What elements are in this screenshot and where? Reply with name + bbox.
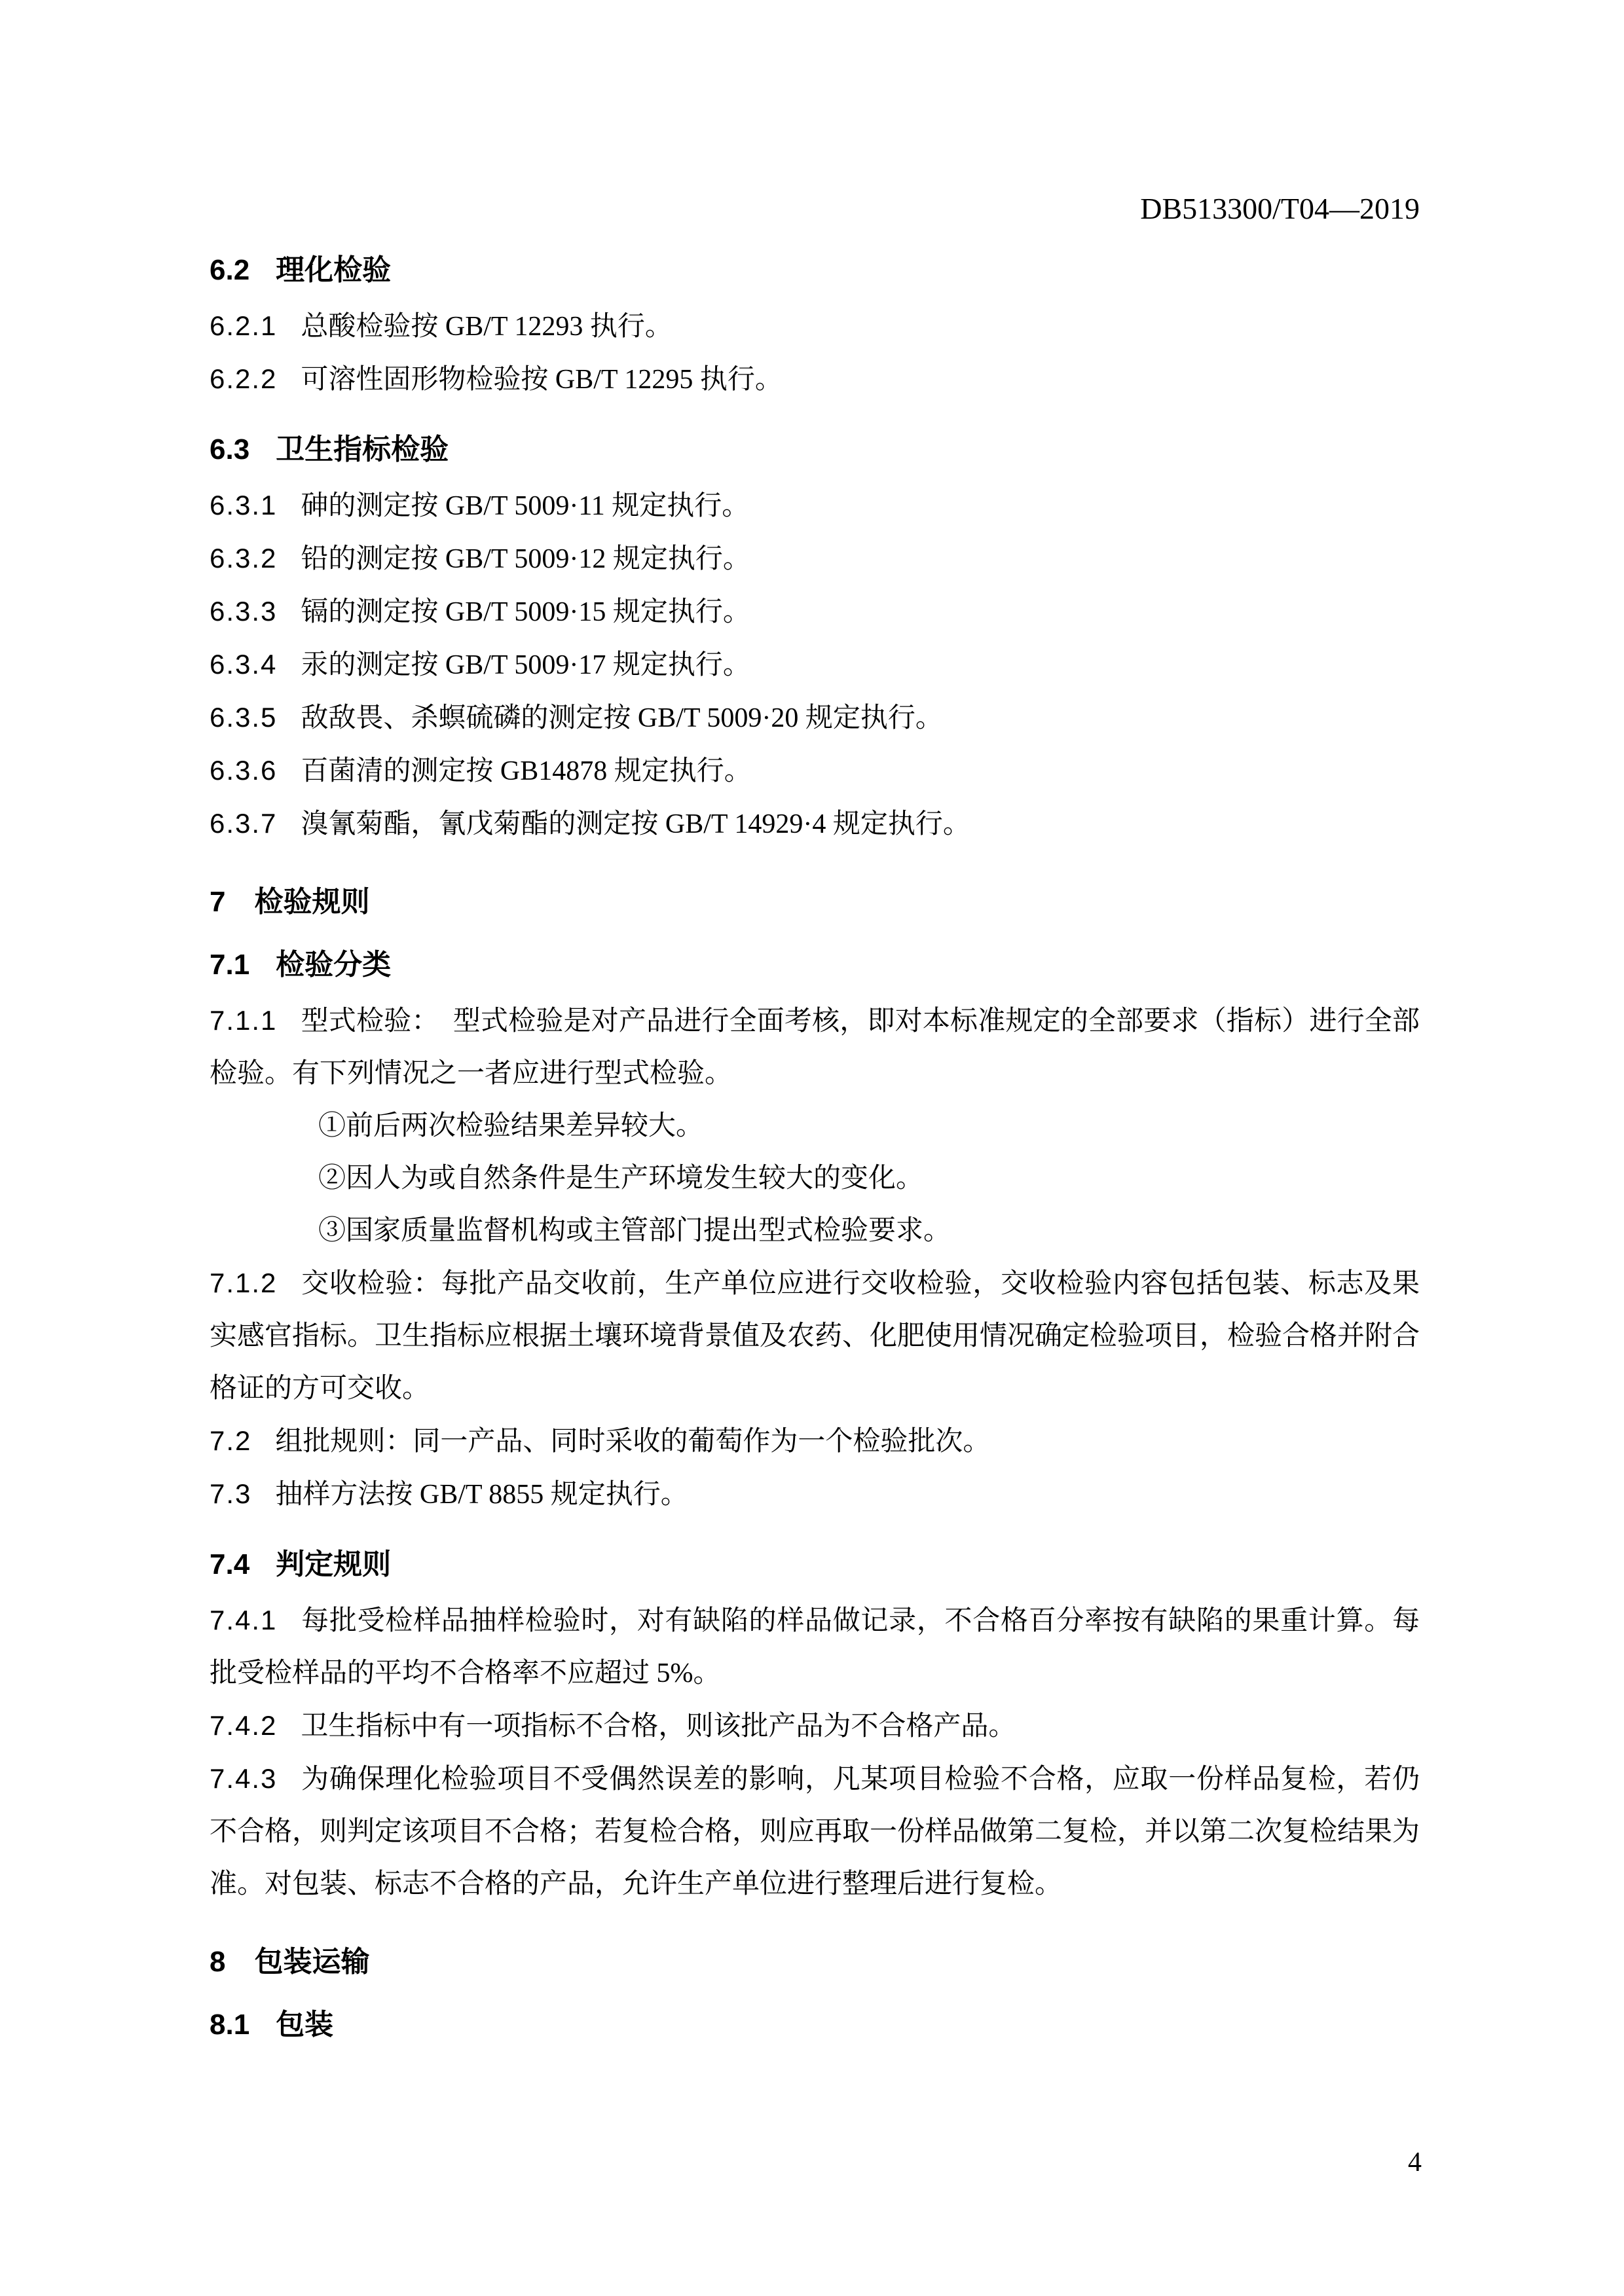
clause-7-1-1 bbox=[210, 994, 1420, 1100]
clause-7-1-2 bbox=[210, 1257, 1420, 1415]
clause-6-3-5 bbox=[210, 691, 1420, 744]
clause-7-2 bbox=[210, 1415, 1420, 1468]
clause-number: 7.4.1 bbox=[210, 1605, 278, 1635]
clause-text: 每批受检样品抽样检验时，对有缺陷的样品做记录，不合格百分率按有缺陷的果重计算。每批受检样品的平均不合格率不应超过 5%。 bbox=[210, 1606, 1420, 1688]
clause-7-3 bbox=[210, 1468, 1420, 1521]
clause-7-4-2 bbox=[210, 1700, 1420, 1753]
clause-number: 7.1.1 bbox=[210, 1005, 278, 1036]
clause-6-3-2 bbox=[210, 532, 1420, 585]
chapter-title: 检验规则 bbox=[254, 886, 370, 918]
section-heading-7-1 bbox=[210, 946, 1420, 984]
condition-item-3: ③国家质量监督机构或主管部门提出型式检验要求。 bbox=[318, 1216, 951, 1246]
clause-number: 8.1 bbox=[210, 2009, 250, 2041]
clause-text: 型式检验： 型式检验是对产品进行全面考核，即对本标准规定的全部要求（指标）进行全部检验。有下列情况之一者应进行型式检验。 bbox=[210, 1006, 1420, 1089]
clause-number: 7.1.2 bbox=[210, 1267, 278, 1298]
clause-text: 交收检验：每批产品交收前，生产单位应进行交收检验，交收检验内容包括包装、标志及果实感官指标。卫生指标应根据土壤环境背景值及农药、化肥使用情况确定检验项目，检验合格并附合格证的方可交收。 bbox=[210, 1269, 1420, 1404]
clause-text: 组批规则：同一产品、同时采收的葡萄作为一个检验批次。 bbox=[275, 1427, 991, 1457]
clause-number: 6.3.1 bbox=[210, 490, 278, 520]
clause-text: 百菌清的测定按 GB14878 规定执行。 bbox=[301, 756, 752, 786]
clause-title: 卫生指标检验 bbox=[276, 433, 449, 465]
condition-item-2: ②因人为或自然条件是生产环境发生较大的变化。 bbox=[318, 1163, 924, 1194]
clause-number: 7.1 bbox=[210, 949, 250, 981]
section-heading-8-1 bbox=[210, 2006, 1420, 2044]
clause-number: 6.3.3 bbox=[210, 596, 278, 627]
clause-text: 敌敌畏、杀螟硫磷的测定按 GB/T 5009·20 规定执行。 bbox=[301, 703, 943, 733]
clause-6-2-1 bbox=[210, 300, 1420, 353]
clause-6-3-3 bbox=[210, 585, 1420, 638]
clause-text: 为确保理化检验项目不受偶然误差的影响，凡某项目检验不合格，应取一份样品复检，若仍不合格，则判定该项目不合格；若复检合格，则应再取一份样品做第二复检，并以第二次复检结果为准。对包装、标志不合格的产品，允许生产单位进行整理后进行复检。 bbox=[210, 1764, 1420, 1899]
clause-6-3-6 bbox=[210, 744, 1420, 797]
clause-number: 6.3 bbox=[210, 433, 250, 465]
condition-item-1: ①前后两次检验结果差异较大。 bbox=[318, 1111, 704, 1141]
clause-text: 溴氰菊酯，氰戊菊酯的测定按 GB/T 14929·4 规定执行。 bbox=[301, 809, 970, 839]
clause-title: 检验分类 bbox=[276, 949, 392, 981]
clause-title: 判定规则 bbox=[276, 1548, 392, 1580]
clause-number: 7.4 bbox=[210, 1548, 250, 1580]
clause-text: 可溶性固形物检验按 GB/T 12295 执行。 bbox=[301, 365, 783, 395]
clause-6-2-2 bbox=[210, 353, 1420, 406]
clause-number: 6.3.6 bbox=[210, 755, 278, 786]
chapter-title: 包装运输 bbox=[254, 1946, 370, 1978]
section-heading-6-2 bbox=[210, 251, 1420, 289]
chapter-number: 8 bbox=[210, 1946, 226, 1978]
clause-number: 6.2 bbox=[210, 254, 250, 286]
clause-title: 包装 bbox=[276, 2009, 334, 2041]
clause-7-4-3 bbox=[210, 1753, 1420, 1910]
clause-number: 6.3.2 bbox=[210, 543, 278, 574]
clause-7-4-1 bbox=[210, 1594, 1420, 1700]
clause-title: 理化检验 bbox=[276, 254, 392, 286]
clause-number: 6.3.7 bbox=[210, 808, 278, 839]
clause-number: 6.2.1 bbox=[210, 310, 278, 341]
section-heading-7-4 bbox=[210, 1546, 1420, 1584]
chapter-heading-7 bbox=[210, 883, 1420, 921]
clause-number: 6.3.4 bbox=[210, 649, 278, 680]
clause-number: 7.4.2 bbox=[210, 1710, 278, 1741]
clause-text: 卫生指标中有一项指标不合格，则该批产品为不合格产品。 bbox=[301, 1711, 1016, 1741]
clause-text: 镉的测定按 GB/T 5009·15 规定执行。 bbox=[301, 597, 750, 627]
clause-text: 抽样方法按 GB/T 8855 规定执行。 bbox=[275, 1480, 688, 1510]
clause-text: 汞的测定按 GB/T 5009·17 规定执行。 bbox=[301, 650, 750, 680]
clause-number: 6.2.2 bbox=[210, 363, 278, 394]
clause-text: 总酸检验按 GB/T 12293 执行。 bbox=[301, 312, 673, 342]
chapter-heading-8 bbox=[210, 1943, 1420, 1981]
clause-number: 7.3 bbox=[210, 1478, 252, 1509]
clause-number: 7.2 bbox=[210, 1425, 252, 1456]
clause-text: 铅的测定按 GB/T 5009·12 规定执行。 bbox=[301, 544, 750, 574]
clause-number: 7.4.3 bbox=[210, 1763, 278, 1794]
clause-6-3-1 bbox=[210, 479, 1420, 532]
page-number: 4 bbox=[1408, 2147, 1422, 2178]
standard-code-header: DB513300/T04—2019 bbox=[1140, 192, 1420, 225]
clause-6-3-4 bbox=[210, 638, 1420, 691]
clause-6-3-7 bbox=[210, 797, 1420, 850]
section-heading-6-3 bbox=[210, 431, 1420, 469]
clause-text: 砷的测定按 GB/T 5009·11 规定执行。 bbox=[301, 491, 750, 521]
clause-number: 6.3.5 bbox=[210, 702, 278, 733]
chapter-number: 7 bbox=[210, 886, 226, 918]
